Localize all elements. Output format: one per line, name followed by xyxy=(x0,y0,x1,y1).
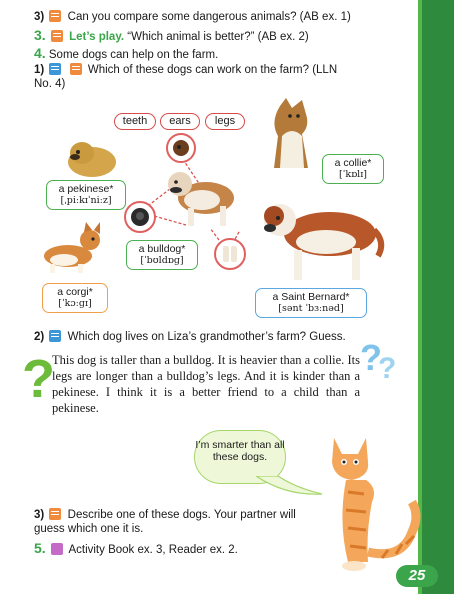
question-mark-right: ? xyxy=(360,337,382,378)
dog-name: a bulldog* xyxy=(138,243,186,255)
bulldog-label xyxy=(126,240,198,270)
task-text: No. 4) xyxy=(34,78,66,90)
corgi-label xyxy=(42,283,108,313)
collie-image xyxy=(262,96,326,176)
dog-legs-closeup xyxy=(214,238,246,270)
bubble-text: I’m smarter than all these dogs. xyxy=(195,439,285,463)
transcription: [sənt ˈbɜːnəd] xyxy=(278,303,344,314)
cat-image xyxy=(322,432,428,580)
riddle-text: This dog is taller than a bulldog. It is heavier than a collie. Its legs are longer than a bulldog’s legs. And it is kinder than a pekinese. I think it is a better friend to a child than a pekinese. xyxy=(52,353,360,415)
dog-name: a Saint Bernard* xyxy=(272,291,350,303)
task-text: Describe one of these dogs. Your partner will xyxy=(67,509,296,521)
transcription: [ˌpiːkɪˈniːz] xyxy=(60,195,112,206)
lets-play-label: Let’s play. xyxy=(69,31,125,43)
dog-name: a pekinese* xyxy=(58,183,114,195)
task-text: “Which animal is better?” (AB ex. 2) xyxy=(127,31,309,43)
body-part-pill: ears xyxy=(160,113,200,130)
speaking-icon xyxy=(49,508,61,520)
bulldog-image xyxy=(162,168,240,230)
corgi-image xyxy=(40,222,104,276)
task-number: 2) xyxy=(34,331,45,343)
dog-name: a collie* xyxy=(334,157,372,169)
task-text: Some dogs can help on the farm. xyxy=(48,49,219,61)
transcription: [ˈkɔːgɪ] xyxy=(58,298,92,309)
pekinese-label xyxy=(46,180,126,210)
collie-label xyxy=(322,154,384,184)
question-mark-right-small: ? xyxy=(378,352,397,385)
speech-bubble-tail xyxy=(256,476,326,500)
task-number: 3. xyxy=(34,27,46,43)
task-text: Which dog lives on Liza’s grandmother’s farm? Guess. xyxy=(67,331,346,343)
question-mark-left: ? xyxy=(22,349,55,409)
task-number: 4. xyxy=(34,45,46,61)
pekinese-image xyxy=(62,138,120,180)
task-line-3b-cont xyxy=(34,522,143,536)
dog-teeth-closeup xyxy=(124,201,156,233)
task-number: 1) xyxy=(34,64,45,76)
task-line-3b xyxy=(34,508,296,522)
transcription: [ˈbʊldɒg] xyxy=(140,255,184,266)
task-text: Which of these dogs can work on the farm? (LLN xyxy=(87,64,338,76)
task-text: guess which one it is. xyxy=(34,523,144,535)
task-number: 5. xyxy=(34,540,46,556)
saint-bernard-label xyxy=(255,288,367,318)
workbook-icon xyxy=(51,543,63,555)
body-part-pill: legs xyxy=(205,113,245,130)
dog-name: a corgi* xyxy=(57,286,93,298)
task-number: 3) xyxy=(34,509,45,521)
task-text: Activity Book ex. 3, Reader ex. 2. xyxy=(68,544,238,556)
transcription: [ˈkɒlɪ] xyxy=(339,169,367,180)
task-line-2b xyxy=(34,330,346,344)
saint-bernard-image xyxy=(260,194,386,286)
listening-icon xyxy=(49,330,61,342)
page-number: 25 xyxy=(396,565,438,587)
task-number: 3) xyxy=(34,11,45,23)
task-text: Can you compare some dangerous animals? (AB ex. 1) xyxy=(67,11,351,23)
dog-ear-closeup xyxy=(166,133,196,163)
body-part-pill: teeth xyxy=(114,113,156,130)
task-line-5 xyxy=(34,541,238,557)
